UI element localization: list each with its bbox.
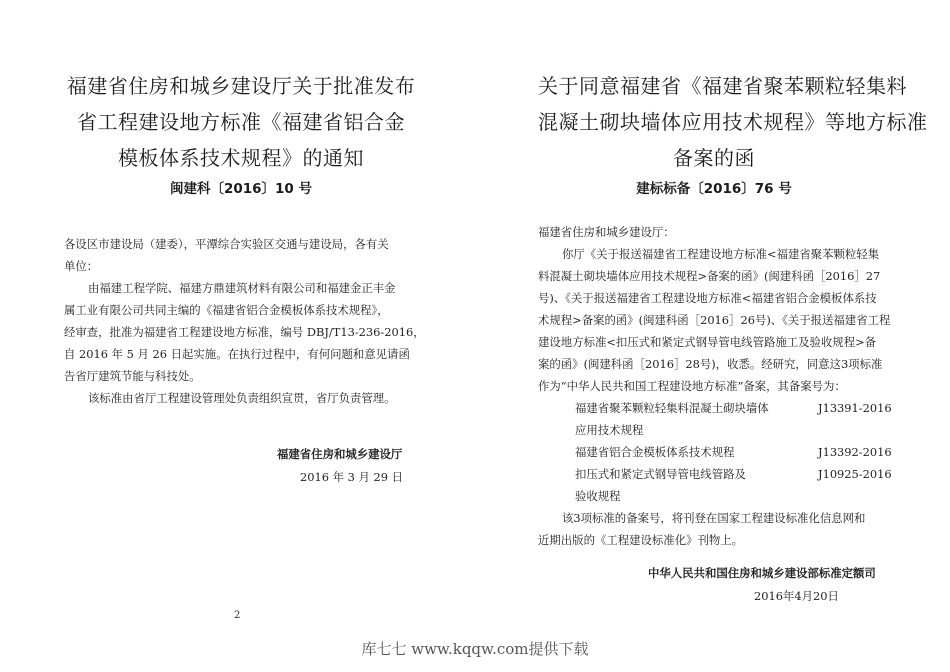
right-body-line-4: 术规程>备案的函》(闽建科函［2016］26号)、《关于报送福建省工程 bbox=[538, 313, 891, 327]
left-notice bbox=[60, 0, 425, 672]
right-body-line-1: 你厅《关于报送福建省工程建设地方标准<福建省聚苯颗粒轻集 bbox=[562, 247, 880, 261]
left-closing-line: 该标准由省厅工程建设管理处负责组织宣贯，省厅负责管理。 bbox=[88, 391, 396, 405]
standard-1-name-line-2: 应用技术规程 bbox=[575, 423, 644, 437]
standard-3-name-line-2: 验收规程 bbox=[575, 489, 621, 503]
standard-3-name-line-1: 扣压式和紧定式钢导管电线管路及 bbox=[575, 467, 746, 481]
left-title-line-2: 省工程建设地方标准《福建省铝合金 bbox=[77, 110, 405, 134]
right-title-line-1: 关于同意福建省《福建省聚苯颗粒轻集料 bbox=[538, 74, 907, 98]
left-signatory: 福建省住房和城乡建设厅 bbox=[277, 447, 403, 461]
left-title-line-1: 福建省住房和城乡建设厅关于批准发布 bbox=[66, 74, 416, 98]
standard-2-code: J13392-2016 bbox=[818, 445, 892, 459]
left-addressee-line-2: 单位： bbox=[64, 259, 99, 273]
right-addressee: 福建省住房和城乡建设厅： bbox=[538, 225, 675, 239]
right-letter bbox=[538, 0, 928, 672]
standard-1-name-line-1: 福建省聚苯颗粒轻集料混凝土砌块墙体 bbox=[575, 401, 769, 415]
page-number: 2 bbox=[234, 610, 241, 621]
right-signatory: 中华人民共和国住房和城乡建设部标准定额司 bbox=[648, 566, 876, 580]
right-body-line-6: 案的函》(闽建科函［2016］28号)，收悉。经研究，同意这3项标准 bbox=[538, 357, 883, 371]
download-footer: 库七七 www.kqqw.com提供下载 bbox=[361, 640, 589, 658]
standard-3-code: J10925-2016 bbox=[818, 467, 892, 481]
standard-2-name: 福建省铝合金模板体系技术规程 bbox=[575, 445, 735, 459]
right-date: 2016年4月20日 bbox=[754, 589, 839, 603]
right-closing-line-2: 近期出版的《工程建设标准化》刊物上。 bbox=[538, 533, 744, 547]
right-body-line-7: 作为“中华人民共和国工程建设地方标准”备案，其备案号为： bbox=[538, 379, 846, 393]
right-body-line-3: 号)、《关于报送福建省工程建设地方标准<福建省铝合金模板体系技 bbox=[538, 291, 877, 305]
right-body-line-5: 建设地方标准<扣压式和紧定式钢导管电线管路施工及验收规程>备 bbox=[538, 335, 877, 349]
left-addressee-line-1: 各设区市建设局（建委），平潭综合实验区交通与建设局，各有关 bbox=[64, 237, 389, 251]
standard-1-code: J13391-2016 bbox=[818, 401, 892, 415]
left-title-line-3: 模板体系技术规程》的通知 bbox=[118, 146, 364, 170]
left-body-line-2: 属工业有限公司共同主编的《福建省铝合金模板体系技术规程》， bbox=[64, 303, 389, 317]
left-date: 2016 年 3 月 29 日 bbox=[300, 470, 404, 484]
left-body-line-4: 自 2016 年 5 月 26 日起实施。在执行过程中，有何问题和意见请函 bbox=[64, 347, 410, 361]
left-body-line-3: 经审查，批准为福建省工程建设地方标准，编号 DBJ/T13-236-2016， bbox=[64, 325, 425, 339]
left-doc-number: 闽建科〔2016〕10 号 bbox=[169, 181, 313, 197]
right-doc-number: 建标标备〔2016〕76 号 bbox=[636, 181, 792, 197]
left-body-line-1: 由福建工程学院、福建方鼎建筑材料有限公司和福建金正丰金 bbox=[88, 281, 396, 295]
left-body-line-5: 告省厅建筑节能与科技处。 bbox=[64, 369, 201, 383]
right-title-line-2: 混凝土砌块墙体应用技术规程》等地方标准 bbox=[538, 110, 928, 134]
right-closing-line-1: 该3项标准的备案号，将刊登在国家工程建设标准化信息网和 bbox=[562, 511, 866, 525]
right-body-line-2: 料混凝土砌块墙体应用技术规程>备案的函》(闽建科函［2016］27 bbox=[538, 269, 881, 283]
right-title-line-3: 备案的函 bbox=[673, 146, 755, 170]
